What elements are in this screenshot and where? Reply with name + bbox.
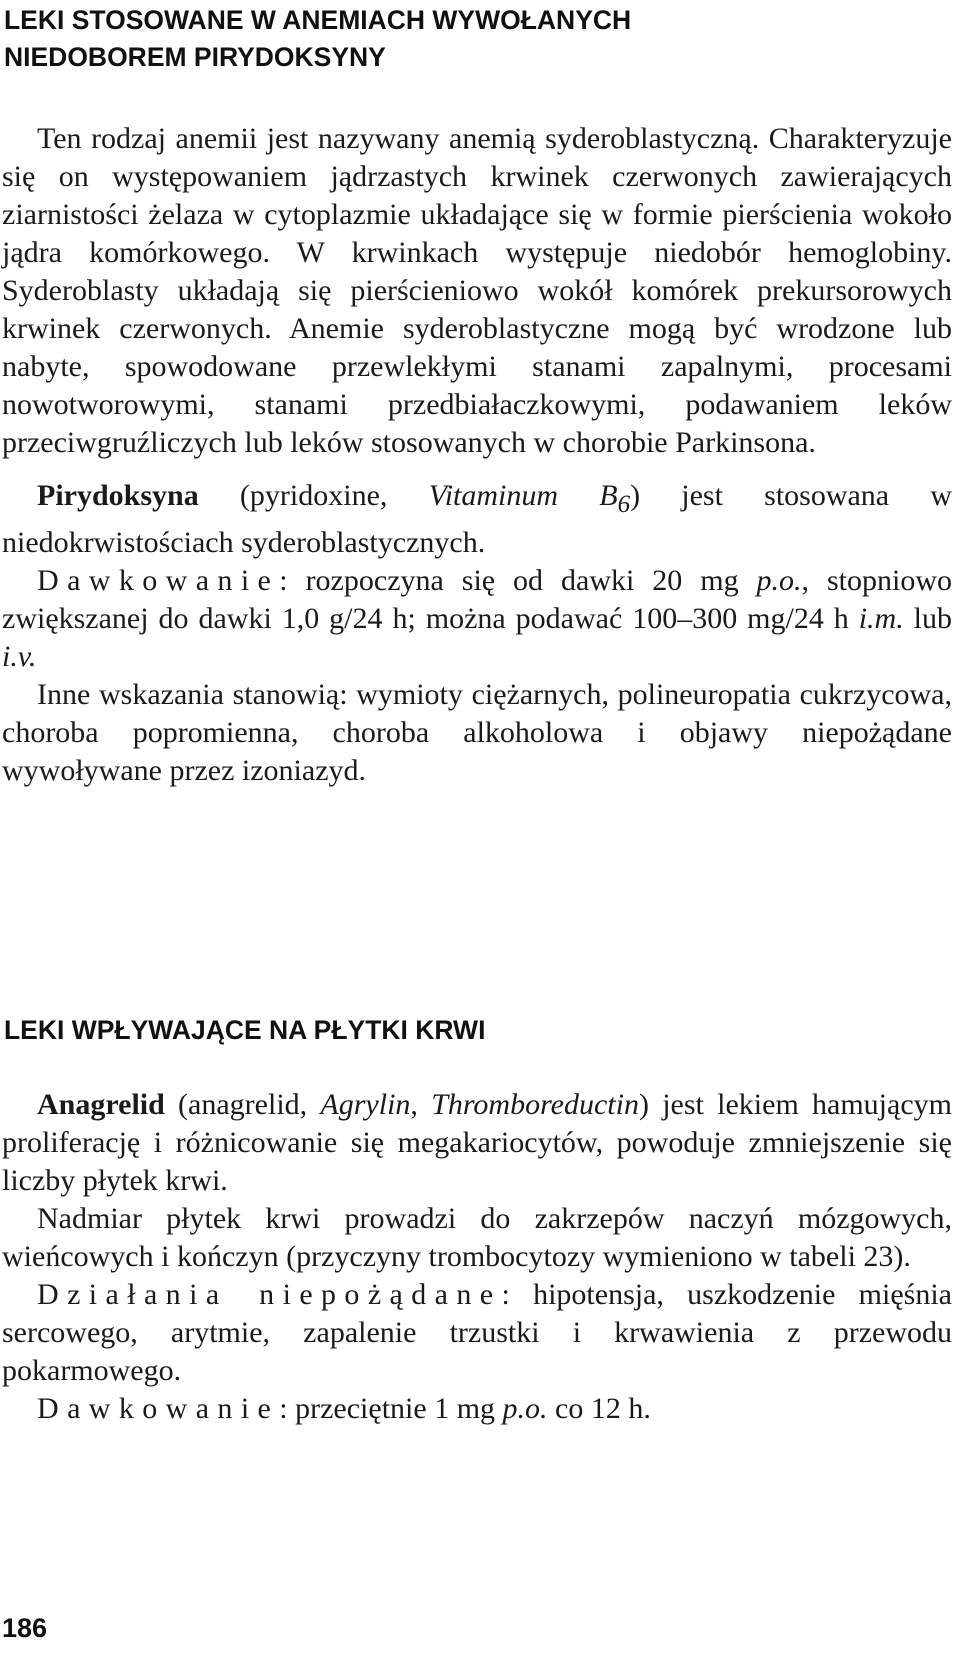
section-body-platelets [2, 1086, 952, 1428]
side-effects-label: Działania niepożądane [37, 1278, 502, 1311]
section-title-pyridoxine [4, 2, 631, 76]
section-title-line-2: NIEDOBOREM PIRYDOKSYNY [4, 42, 386, 72]
dosage-label: Dawkowanie [37, 1392, 280, 1425]
paragraph-pyridoxine: Pirydoksyna (pyridoxine, Vitaminum $B_6$) jest stosowana w niedokrwistościach syderoblastycznych. [2, 479, 952, 559]
section-title-platelets: LEKI WPŁYWAJĄCE NA PŁYTKI KRWI [4, 1015, 486, 1045]
section-title-line-1: LEKI STOSOWANE W ANEMIACH WYWOŁANYCH [4, 5, 632, 35]
section-body-pyridoxine [2, 120, 952, 790]
paragraph-dosage-pyridoxine: Dawkowanie: rozpoczyna się od dawki 20 mg p.o., stopniowo zwiększanej do dawki 1,0 g/24 h; można podawać 100–300 mg/24 h i.m. lub i.v. [2, 564, 952, 673]
paragraph-side-effects: Działania niepożądane: hipotensja, uszkodzenie mięśnia sercowego, arytmie, zapalenie trzustki i krwawienia z przewodu pokarmowego. [2, 1278, 952, 1387]
paragraph-other-indications: Inne wskazania stanowią: wymioty ciężarnych, polineuropatia cukrzycowa, choroba popromienna, choroba alkoholowa i objawy niepożądane wywoływane przez izoniazyd. [2, 678, 952, 787]
paragraph-dosage-anagrelide: Dawkowanie: przeciętnie 1 mg p.o. co 12 h. [37, 1392, 651, 1425]
drug-name-anagrelide: Anagrelid [37, 1088, 165, 1121]
paragraph-platelet-excess: Nadmiar płytek krwi prowadzi do zakrzepów naczyń mózgowych, wieńcowych i kończyn (przyczyny trombocytozy wymieniono w tabeli 23). [2, 1202, 952, 1273]
dosage-label: Dawkowanie [37, 564, 280, 597]
paragraph-sideroblastic-anemia: Ten rodzaj anemii jest nazywany anemią syderoblastyczną. Charakteryzuje się on występowaniem jądrzastych krwinek czerwonych zawierających ziarnistości żelaza w cytoplazmie układające się w formie pierścienia wokoło jądra komórkowego. W krwinkach występuje niedobór hemoglobiny. Syderoblasty układają się pierścieniowo wokół komórek prekursorowych krwinek czerwonych. Anemie syderoblastyczne mogą być wrodzone lub nabyte, spowodowane przewlekłymi stanami zapalnymi, procesami nowotworowymi, stanami przedbiałaczkowymi, podawaniem leków przeciwgruźliczych lub leków stosowanych w chorobie Parkinsona. [2, 122, 952, 459]
drug-name-pyridoxine: Pirydoksyna [37, 479, 199, 512]
page-number: 186 [2, 1613, 48, 1643]
paragraph-anagrelide: Anagrelid (anagrelid, Agrylin, Thromboreductin) jest lekiem hamującym proliferację i różnicowanie się megakariocytów, powoduje zmniejszenie się liczby płytek krwi. [2, 1088, 952, 1197]
